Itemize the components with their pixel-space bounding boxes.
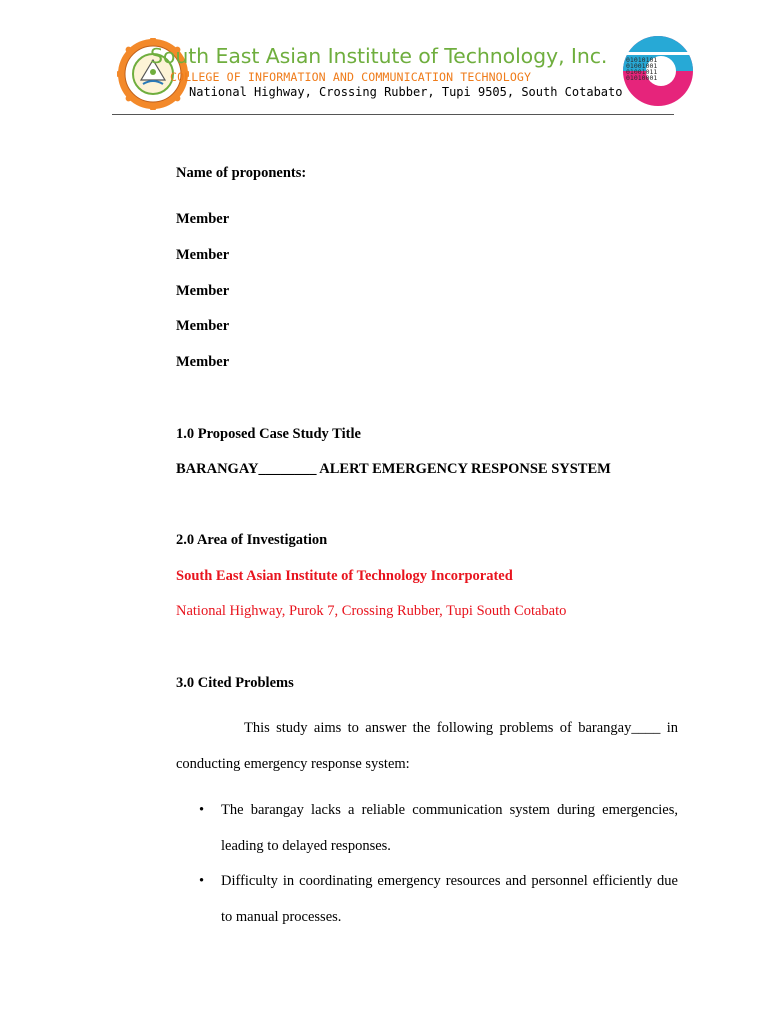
- svg-text:01001011: 01001011: [626, 68, 658, 76]
- proponents-heading: Name of proponents:: [176, 165, 307, 181]
- section-3-heading: 3.0 Cited Problems: [176, 675, 294, 691]
- letterhead: [0, 0, 768, 125]
- member-name: Member: [176, 354, 230, 370]
- problem-text: Difficulty in coordinating emergency resources and personnel efficiently due to manual processes.: [221, 873, 678, 925]
- member-name: Member: [176, 283, 230, 299]
- member-name: Member: [176, 318, 230, 334]
- svg-text:01010001: 01010001: [626, 74, 658, 82]
- section-2-heading: 2.0 Area of Investigation: [176, 532, 328, 548]
- problems-intro: This study aims to answer the following problems of barangay____ in conducting emergency response system:: [176, 720, 678, 772]
- member-name: Member: [176, 211, 230, 227]
- binary-code-logo-icon: [620, 34, 696, 108]
- institute-name: South East Asian Institute of Technology, Inc.: [150, 44, 608, 68]
- institute-address: National Highway, Crossing Rubber, Tupi 9505, South Cotabato: [189, 85, 623, 99]
- investigation-address: National Highway, Purok 7, Crossing Rubber, Tupi South Cotabato: [176, 603, 567, 619]
- header-divider: [112, 114, 674, 115]
- problem-text: The barangay lacks a reliable communication system during emergencies, leading to delayed responses.: [221, 802, 678, 854]
- bullet-icon: •: [199, 802, 205, 818]
- investigation-institution: South East Asian Institute of Technology Incorporated: [176, 568, 513, 584]
- svg-text:01001001: 01001001: [626, 62, 658, 70]
- section-1-heading: 1.0 Proposed Case Study Title: [176, 426, 361, 442]
- svg-text:01010101: 01010101: [626, 56, 658, 64]
- case-study-title: BARANGAY________ ALERT EMERGENCY RESPONSE SYSTEM: [176, 461, 611, 477]
- bullet-icon: •: [199, 873, 205, 889]
- member-name: Member: [176, 247, 230, 263]
- college-name: COLLEGE OF INFORMATION AND COMMUNICATION TECHNOLOGY: [170, 70, 532, 84]
